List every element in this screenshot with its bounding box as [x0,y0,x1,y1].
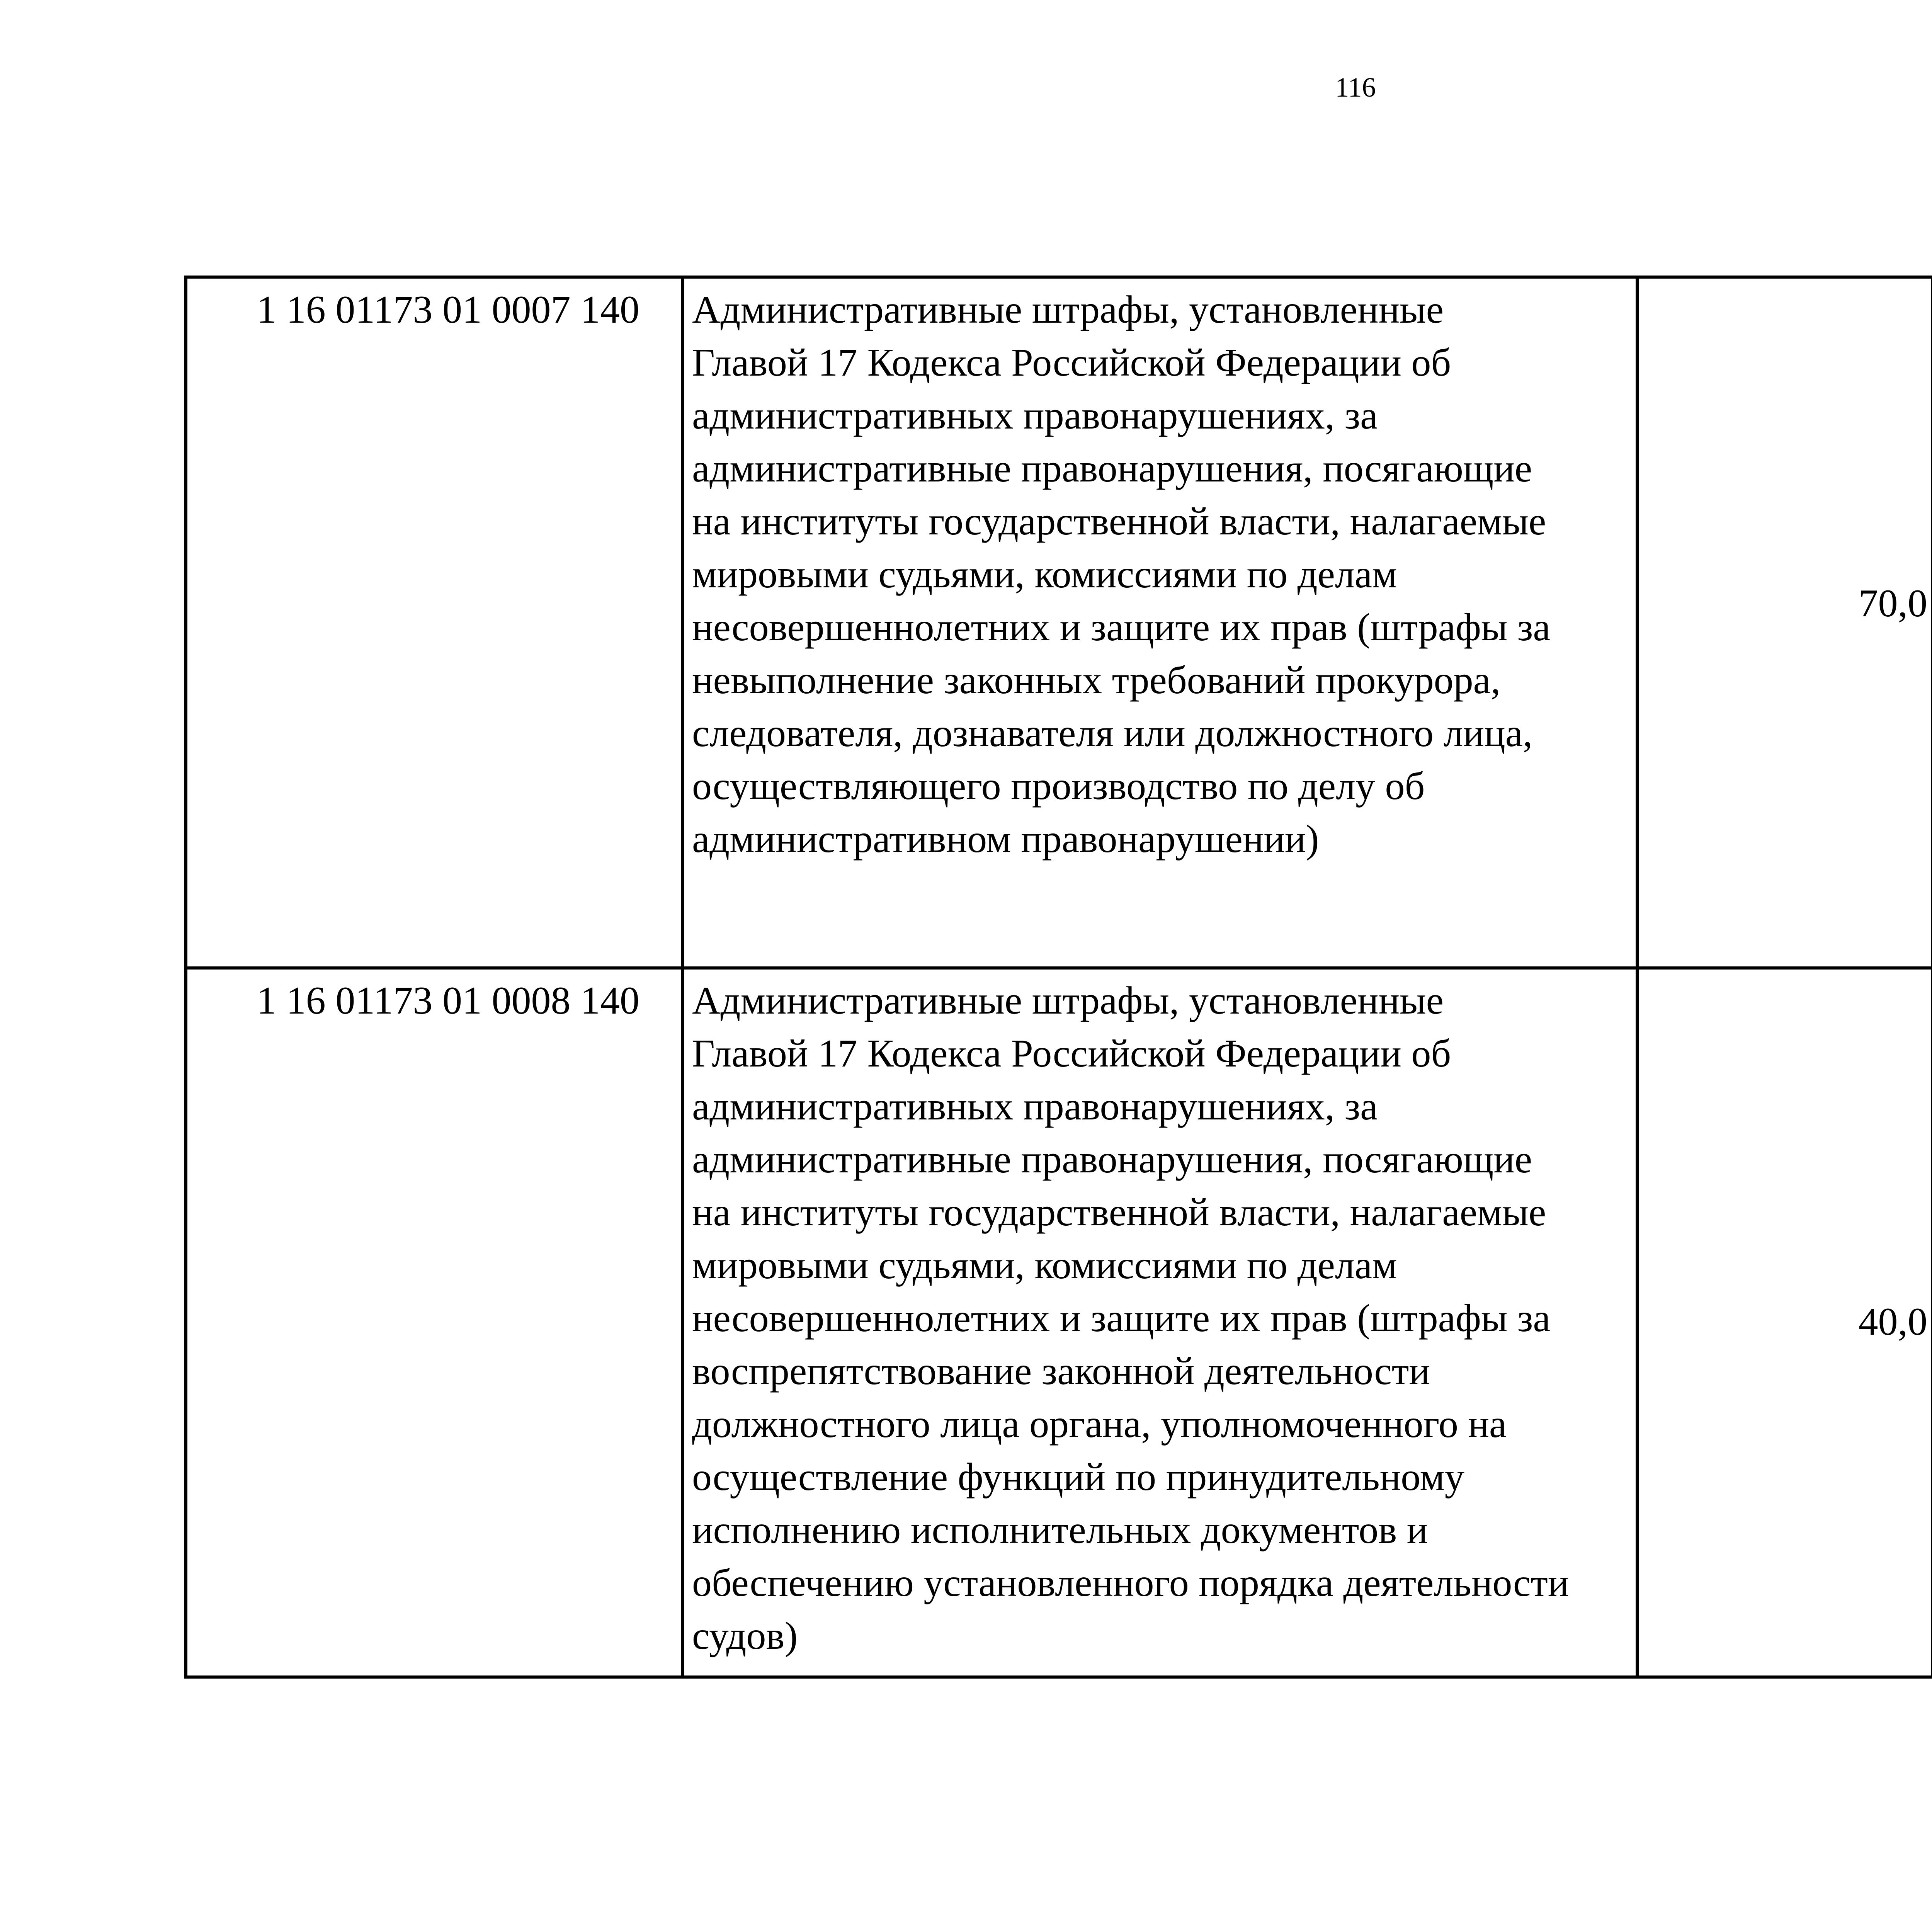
description-line: Административные штрафы, установленные [692,288,1444,332]
description-line: обеспечению установленного порядка деятельности [692,1561,1569,1605]
description-line: мировыми судьями, комиссиями по делам [692,553,1397,596]
description-line: мировыми судьями, комиссиями по делам [692,1243,1397,1287]
description-cell [683,277,1637,968]
description-line: на институты государственной власти, налагаемые [692,500,1546,543]
description-line: должностного лица органа, уполномоченного на [692,1402,1507,1446]
description-line: следователя, дознавателя или должностного лица, [692,711,1533,755]
description-line: исполнению исполнительных документов и [692,1508,1428,1552]
value-cell-1: 40,0 [1637,968,1932,1677]
description-line: осуществление функций по принудительному [692,1455,1464,1499]
table-row [186,968,1932,1677]
page-number: 116 [1335,72,1376,103]
description-line: административные правонарушения, посягающие [692,447,1532,490]
value-cell-1: 70,0 [1637,277,1932,968]
table-row [186,277,1932,968]
description-line: невыполнение законных требований прокурора, [692,658,1501,702]
budget-table [184,276,1932,1679]
description-line: административные правонарушения, посягающие [692,1138,1532,1181]
description-line: на институты государственной власти, налагаемые [692,1191,1546,1234]
description-line: осуществляющего производство по делу об [692,764,1425,808]
description-line: несовершеннолетних и защите их прав (штрафы за [692,1296,1551,1340]
description-line: воспрепятствование законной деятельности [692,1349,1430,1393]
description-line: административных правонарушениях, за [692,1085,1378,1128]
budget-code-cell: 1 16 01173 01 0007 140 [186,277,683,968]
description-line: Главой 17 Кодекса Российской Федерации об [692,341,1451,384]
description-cell [683,968,1637,1677]
description-line: Административные штрафы, установленные [692,979,1444,1022]
description-line: административном правонарушении) [692,817,1319,861]
description-line: административных правонарушениях, за [692,394,1378,437]
description-line: Главой 17 Кодекса Российской Федерации об [692,1032,1451,1075]
description-line: несовершеннолетних и защите их прав (штрафы за [692,606,1551,649]
budget-code-cell: 1 16 01173 01 0008 140 [186,968,683,1677]
description-line: судов) [692,1614,798,1658]
